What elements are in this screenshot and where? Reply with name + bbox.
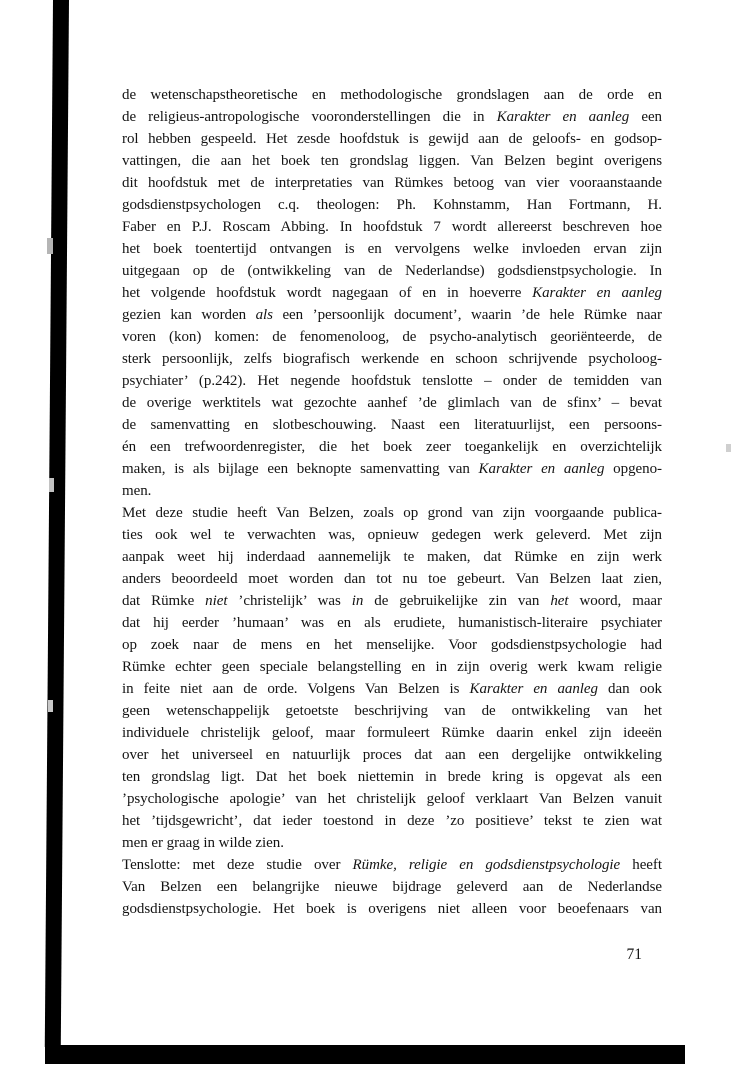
text-segment: men. <box>122 483 152 499</box>
text-segment: anders beoordeeld moet worden dan tot nu toe gebeurt. Van Belzen laat zien, <box>122 571 662 587</box>
italic-text-segment: Rümke, religie en godsdienstpsychologie <box>352 857 621 873</box>
text-line <box>122 260 662 282</box>
text-segment: opgeno- <box>604 461 662 477</box>
text-line <box>122 436 662 458</box>
text-segment: ties ook wel te verwachten was, opnieuw gedegen werk geleverd. Met zijn <box>122 527 662 543</box>
italic-text-segment: Karakter en aanleg <box>496 109 630 125</box>
text-line <box>122 568 662 590</box>
text-segment: Met deze studie heeft Van Belzen, zoals op grond van zijn voorgaande publica- <box>122 505 662 521</box>
text-line <box>122 392 662 414</box>
text-line <box>122 238 662 260</box>
text-segment: Faber en P.J. Roscam Abbing. In hoofdstuk 7 wordt allereerst beschreven hoe <box>122 219 662 235</box>
text-line <box>122 216 662 238</box>
text-segment: rol hebben gespeeld. Het zesde hoofdstuk is gewijd aan de geloofs- en godsop- <box>122 131 662 147</box>
text-segment: de gebruikelijke zin van <box>363 593 551 609</box>
scan-artifact <box>49 478 54 492</box>
text-line <box>122 612 662 634</box>
text-line <box>122 766 662 788</box>
text-line <box>122 106 662 128</box>
text-segment: ’psychologische apologie’ van het christelijk geloof verklaart Van Belzen vanuit <box>122 791 662 807</box>
text-line <box>122 84 662 106</box>
italic-text-segment: Karakter en aanleg <box>478 461 605 477</box>
text-line <box>122 898 662 920</box>
text-line <box>122 810 662 832</box>
text-line <box>122 370 662 392</box>
text-segment: ten grondslag ligt. Dat het boek niettemin in brede kring is opgevat als een <box>122 769 662 785</box>
text-segment: de wetenschapstheoretische en methodologische grondslagen aan de orde en <box>122 87 662 103</box>
text-segment: maken, is als bijlage een beknopte samenvatting van <box>122 461 479 477</box>
page-number: 71 <box>626 946 642 963</box>
text-segment: de religieus-antropologische vooronderstellingen die in <box>122 109 497 125</box>
italic-text-segment: het <box>550 593 569 609</box>
text-segment: geen wetenschappelijk getoetste beschrijving van de ontwikkeling van het <box>122 703 662 719</box>
text-line <box>122 832 662 854</box>
text-segment: individuele christelijk geloof, maar formuleert Rümke daarin enkel zijn ideeën <box>122 725 662 741</box>
text-line <box>122 128 662 150</box>
text-segment: een <box>629 109 663 125</box>
scan-artifact <box>726 444 731 452</box>
text-line <box>122 172 662 194</box>
text-line <box>122 546 662 568</box>
text-line <box>122 194 662 216</box>
italic-text-segment: Karakter en aanleg <box>532 285 663 301</box>
text-segment: het volgende hoofdstuk wordt nagegaan of en in hoeverre <box>122 285 533 301</box>
text-line <box>122 304 662 326</box>
text-line <box>122 326 662 348</box>
text-segment: Van Belzen een belangrijke nieuwe bijdrage geleverd aan de Nederlandse <box>122 879 662 895</box>
text-line <box>122 788 662 810</box>
text-segment: dan ook <box>597 681 662 697</box>
text-segment: men er graag in wilde zien. <box>122 835 284 851</box>
italic-text-segment: niet <box>205 593 228 609</box>
text-segment: dat hij eerder ’humaan’ was en als erudiete, humanistisch-literaire psychiater <box>122 615 662 631</box>
text-line <box>122 854 662 876</box>
book-spine-bar <box>45 0 69 1047</box>
text-segment: woord, maar <box>568 593 662 609</box>
text-segment: ’christelijk’ was <box>227 593 352 609</box>
text-segment: godsdienstpsychologen c.q. theologen: Ph. Kohnstamm, Han Fortmann, H. <box>122 197 662 213</box>
text-line <box>122 634 662 656</box>
text-line <box>122 348 662 370</box>
italic-text-segment: in <box>351 593 364 609</box>
text-segment: dit hoofdstuk met de interpretaties van Rümkes betoog van vier vooraanstaande <box>122 175 662 191</box>
text-segment: het ’tijdsgewricht’, dat ieder toestond in deze ’zo positieve’ tekst te zien wat <box>122 813 662 829</box>
text-segment: gezien kan worden <box>122 307 256 323</box>
text-segment: Tenslotte: met deze studie over <box>122 857 353 873</box>
text-segment: vattingen, die aan het boek ten grondslag liggen. Van Belzen begint overigens <box>122 153 662 169</box>
text-line <box>122 876 662 898</box>
page-text <box>122 84 662 920</box>
scan-artifact <box>48 700 53 712</box>
text-line <box>122 458 662 480</box>
page-bottom-edge-bar <box>45 1045 685 1064</box>
text-segment: godsdienstpsychologie. Het boek is overigens niet alleen voor beoefenaars van <box>122 901 662 917</box>
text-segment: de samenvatting en slotbeschouwing. Naast een literatuurlijst, een persoons- <box>122 417 662 433</box>
text-line <box>122 678 662 700</box>
text-segment: dat Rümke <box>122 593 206 609</box>
text-segment: heeft <box>620 857 662 873</box>
scan-artifact <box>47 238 53 254</box>
text-line <box>122 744 662 766</box>
text-segment: uitgegaan op de (ontwikkeling van de Nederlandse) godsdienstpsychologie. In <box>122 263 662 279</box>
text-segment: sterk persoonlijk, zelfs biografisch werkende en schoon schrijvende psycholoog- <box>122 351 662 367</box>
text-line <box>122 480 662 502</box>
text-segment: het boek toentertijd ontvangen is en vervolgens welke invloeden ervan zijn <box>122 241 662 257</box>
text-segment: een ’persoonlijk document’, waarin ’de hele Rümke naar <box>272 307 662 323</box>
text-segment: én een trefwoordenregister, die het boek zeer toegankelijk en overzichtelijk <box>122 439 662 455</box>
text-line <box>122 282 662 304</box>
text-segment: in feite niet aan de orde. Volgens Van Belzen is <box>122 681 470 697</box>
text-line <box>122 700 662 722</box>
text-line <box>122 590 662 612</box>
text-line <box>122 722 662 744</box>
text-segment: Rümke echter geen speciale belangstelling en in zijn overig werk kwam religie <box>122 659 662 675</box>
text-segment: aanpak weet hij inderdaad aannemelijk te maken, dat Rümke en zijn werk <box>122 549 662 565</box>
text-segment: over het universeel en natuurlijk proces dat aan een dergelijke ontwikkeling <box>122 747 662 763</box>
text-line <box>122 150 662 172</box>
italic-text-segment: Karakter en aanleg <box>469 681 598 697</box>
text-line <box>122 524 662 546</box>
text-line <box>122 502 662 524</box>
text-segment: op zoek naar de mens en het menselijke. Voor godsdienstpsychologie had <box>122 637 662 653</box>
text-segment: psychiater’ (p.242). Het negende hoofdstuk tenslotte – onder de temidden van <box>122 373 662 389</box>
text-segment: de overige werktitels wat gezochte aanhef ’de glimlach van de sfinx’ – bevat <box>122 395 662 411</box>
italic-text-segment: als <box>255 307 273 323</box>
text-line <box>122 656 662 678</box>
text-line <box>122 414 662 436</box>
text-segment: voren (kon) komen: de fenomenoloog, de psycho-analytisch georiënteerde, de <box>122 329 662 345</box>
